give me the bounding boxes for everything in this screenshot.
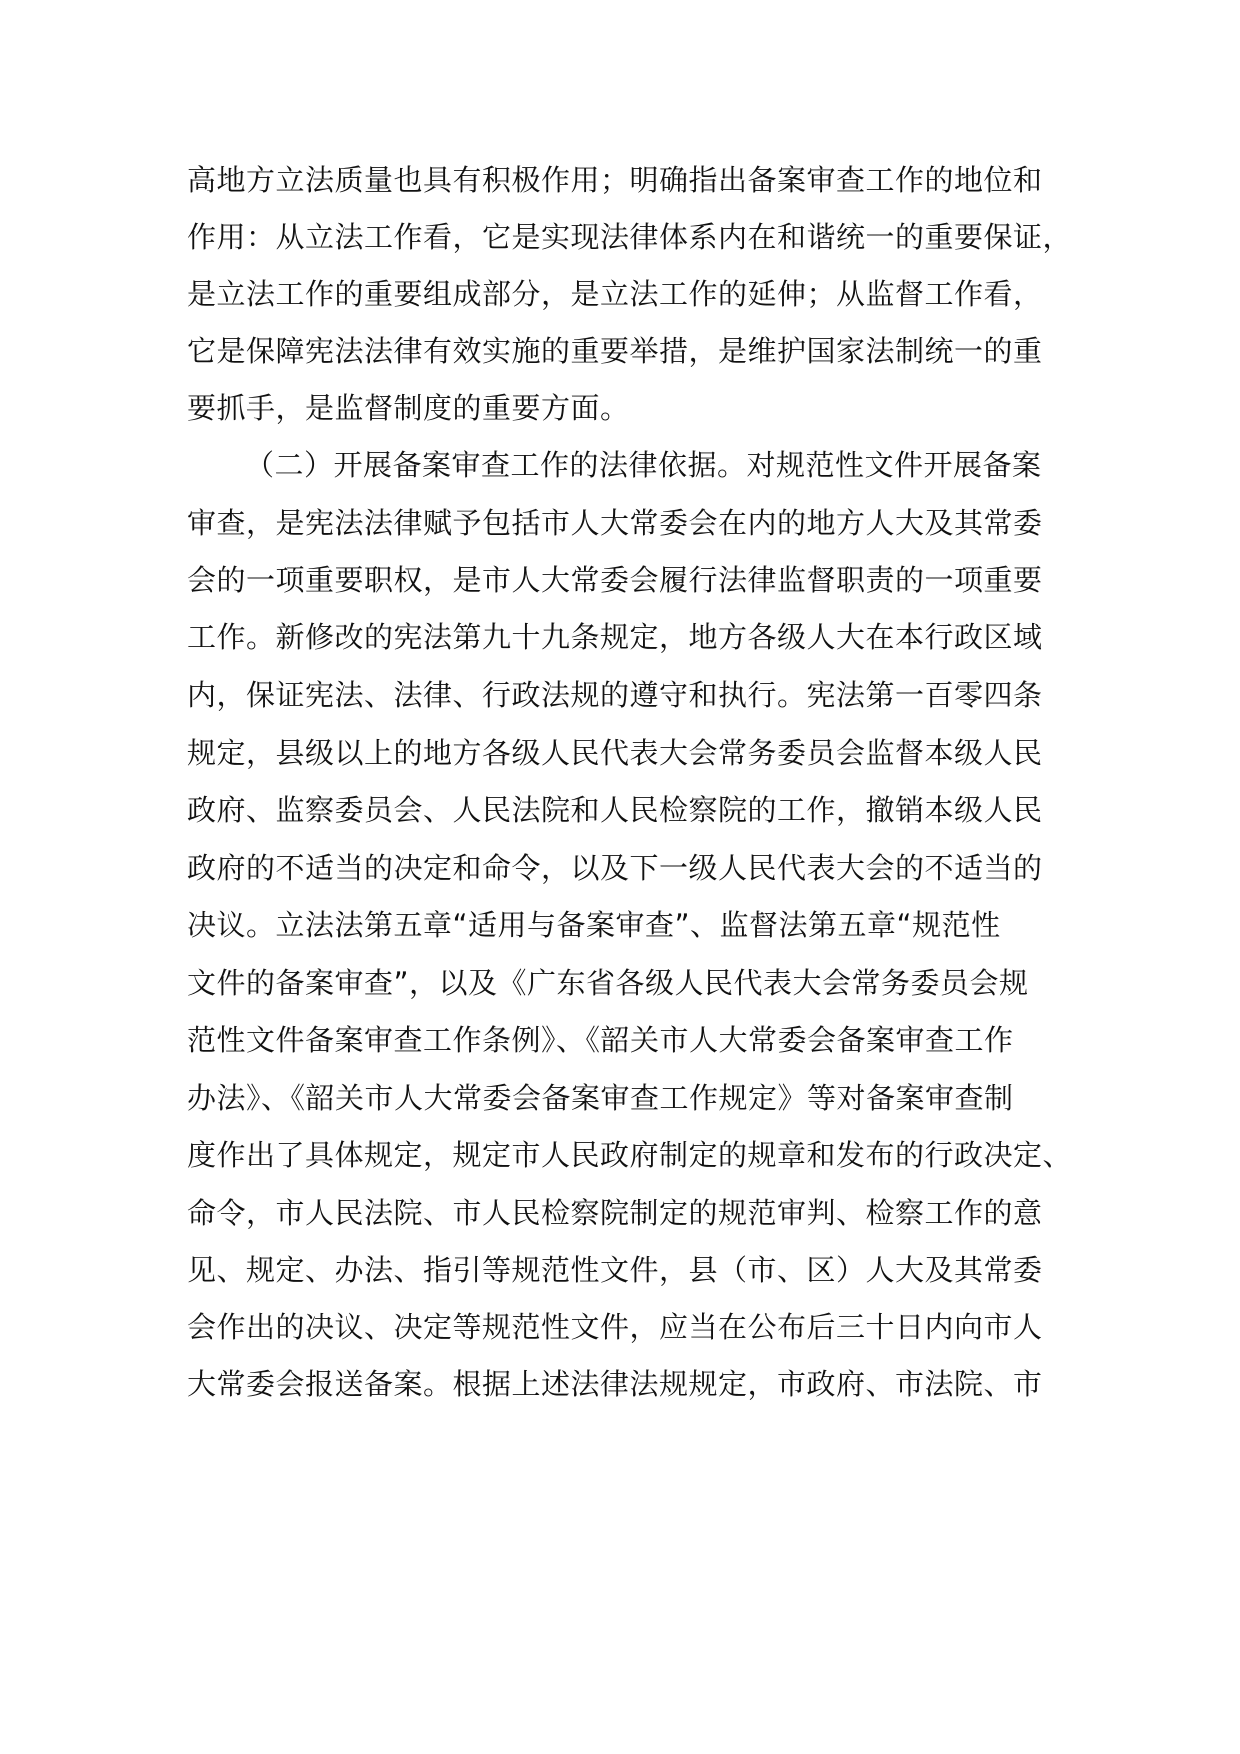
text-line: 规定，县级以上的地方各级人民代表大会常务委员会监督本级人民 bbox=[187, 736, 1043, 770]
text-line: 会的一项重要职权，是市人大常委会履行法律监督职责的一项重要 bbox=[187, 563, 1043, 597]
text-line: 大常委会报送备案。根据上述法律法规规定，市政府、市法院、市 bbox=[187, 1367, 1043, 1401]
text-line: 决议。立法法第五章“适用与备案审查”、监督法第五章“规范性 bbox=[187, 908, 1001, 942]
text-line: 是立法工作的重要组成部分，是立法工作的延伸；从监督工作看， bbox=[187, 277, 1043, 311]
text-line: 命令，市人民法院、市人民检察院制定的规范审判、检察工作的意 bbox=[187, 1196, 1043, 1230]
paragraph-heading-line: （二）开展备案审查工作的法律依据。对规范性文件开展备案 bbox=[245, 448, 1042, 482]
text-line: 政府、监察委员会、人民法院和人民检察院的工作，撤销本级人民 bbox=[187, 793, 1043, 827]
text-line: 政府的不适当的决定和命令，以及下一级人民代表大会的不适当的 bbox=[187, 851, 1043, 885]
text-line: 会作出的决议、决定等规范性文件，应当在公布后三十日内向市人 bbox=[187, 1310, 1043, 1344]
text-line: 办法》、《韶关市人大常委会备案审查工作规定》等对备案审查制 bbox=[187, 1081, 1014, 1115]
text-line: 见、规定、办法、指引等规范性文件，县（市、区）人大及其常委 bbox=[187, 1253, 1043, 1287]
text-line: 它是保障宪法法律有效实施的重要举措，是维护国家法制统一的重 bbox=[187, 334, 1043, 368]
text-line: 审查，是宪法法律赋予包括市人大常委会在内的地方人大及其常委 bbox=[187, 506, 1043, 540]
text-line: 范性文件备案审查工作条例》、《韶关市人大常委会备案审查工作 bbox=[187, 1023, 1014, 1057]
text-line: 作用：从立法工作看，它是实现法律体系内在和谐统一的重要保证， bbox=[187, 220, 1073, 254]
text-line: 高地方立法质量也具有积极作用；明确指出备案审查工作的地位和 bbox=[187, 163, 1043, 197]
text-line: 要抓手，是监督制度的重要方面。 bbox=[187, 391, 630, 425]
text-line: 工作。新修改的宪法第九十九条规定，地方各级人大在本行政区域 bbox=[187, 620, 1043, 654]
text-line: 度作出了具体规定，规定市人民政府制定的规章和发布的行政决定、 bbox=[187, 1138, 1073, 1172]
text-line: 内，保证宪法、法律、行政法规的遵守和执行。宪法第一百零四条 bbox=[187, 678, 1043, 712]
text-line: 文件的备案审查”，以及《广东省各级人民代表大会常务委员会规 bbox=[187, 966, 1029, 1000]
